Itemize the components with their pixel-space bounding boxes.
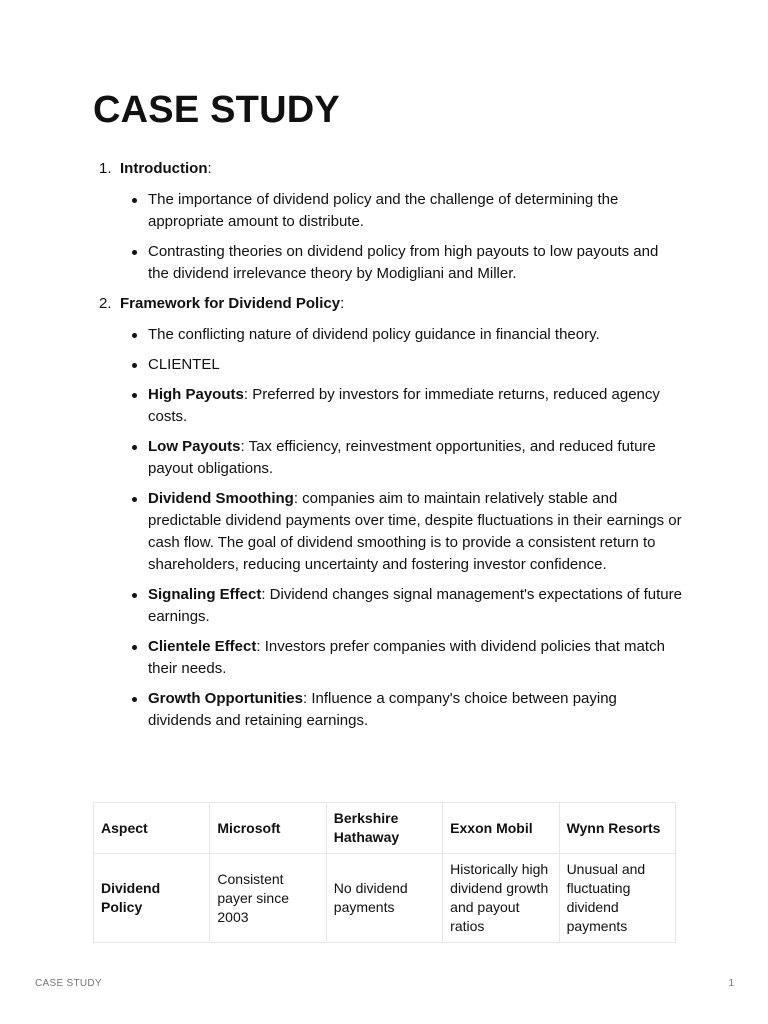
list-item: Growth Opportunities: Influence a company's choice between paying dividends and retaining earnings. <box>120 688 683 732</box>
bullet-list <box>120 324 683 732</box>
table-header-cell: Berkshire Hathaway <box>326 803 442 854</box>
section-number: 2. <box>99 295 112 312</box>
list-item: Dividend Smoothing: companies aim to maintain relatively stable and predictable dividend payments over time, despite fluctuations in their earnings or cash flow. The goal of dividend smoothing is to provide a consistent return to shareholders, reducing uncertainty and fostering investor confidence. <box>120 488 683 576</box>
footer-title: CASE STUDY <box>35 978 102 989</box>
table-row <box>94 854 676 943</box>
table-header-cell: Microsoft <box>210 803 326 854</box>
list-item: Low Payouts: Tax efficiency, reinvestment opportunities, and reduced future payout obligations. <box>120 436 683 480</box>
table-cell: Unusual and fluctuating dividend payments <box>559 854 675 943</box>
list-item: CLIENTEL <box>120 354 683 376</box>
section-heading: Introduction <box>120 160 208 177</box>
table-cell: Historically high dividend growth and payout ratios <box>443 854 559 943</box>
table-header-cell: Aspect <box>94 803 210 854</box>
list-item: Contrasting theories on dividend policy from high payouts to low payouts and the dividend irrelevance theory by Modigliani and Miller. <box>120 241 683 285</box>
comparison-table <box>93 802 676 943</box>
page-number: 1 <box>728 978 734 989</box>
table-header-cell: Exxon Mobil <box>443 803 559 854</box>
list-item: The importance of dividend policy and the challenge of determining the appropriate amount to distribute. <box>120 189 683 233</box>
list-item: Clientele Effect: Investors prefer companies with dividend policies that match their needs. <box>120 636 683 680</box>
list-item: High Payouts: Preferred by investors for immediate returns, reduced agency costs. <box>120 384 683 428</box>
list-item: The conflicting nature of dividend policy guidance in financial theory. <box>120 324 683 346</box>
list-item: Signaling Effect: Dividend changes signal management's expectations of future earnings. <box>120 584 683 628</box>
table-header-row <box>94 803 676 854</box>
section-list <box>93 158 683 740</box>
table-cell: No dividend payments <box>326 854 442 943</box>
page-title: CASE STUDY <box>93 89 340 131</box>
section-framework: 2. Framework for Dividend Policy: The conflicting nature of dividend policy guidance in financial theory. CLIENTEL High Payouts: Preferred by investors for immediate returns, reduced agency costs. Low Payouts: Tax efficiency, reinvestment opportunities, and reduced future payout obligations. Dividend Smoothing: companies aim to maintain relatively stable and predictable dividend payments over time, despite fluctuations in their earnings or cash flow. The goal of dividend smoothing is to provide a consistent return to shareholders, reducing uncertainty and fostering investor confidence. Signaling Effect: Dividend changes signal management's expectations of future earnings. Clientele Effect: Investors prefer companies with dividend policies that match their needs. Growth Opportunities: Influence a company's choice between paying dividends and retaining earnings. <box>93 293 683 732</box>
table-cell: Dividend Policy <box>94 854 210 943</box>
table-header-cell: Wynn Resorts <box>559 803 675 854</box>
section-heading: Framework for Dividend Policy <box>120 295 341 312</box>
section-number: 1. <box>99 160 112 177</box>
section-introduction: 1. Introduction: The importance of dividend policy and the challenge of determining the appropriate amount to distribute. Contrasting theories on dividend policy from high payouts to low payouts and the dividend irrelevance theory by Modigliani and Miller. <box>93 158 683 285</box>
bullet-list <box>120 189 683 285</box>
table-cell: Consistent payer since 2003 <box>210 854 326 943</box>
